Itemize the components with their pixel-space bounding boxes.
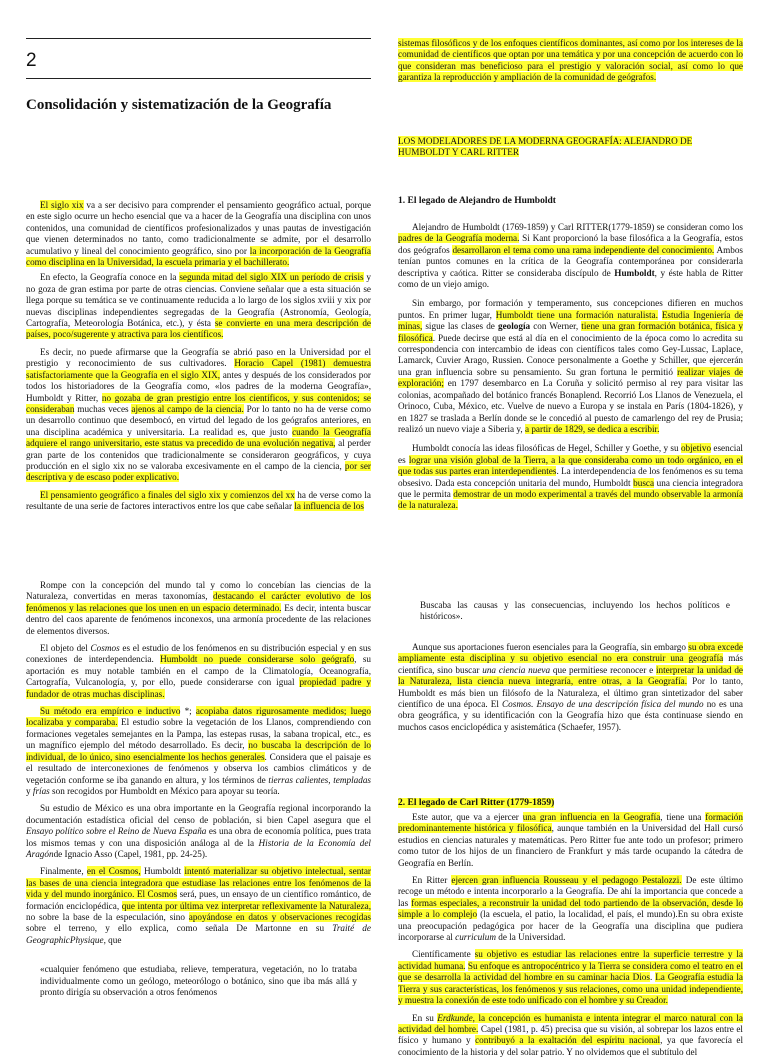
text: que permitiese reconocer e (550, 665, 656, 675)
text: es una obra de economía política, pues trata los mismos temas y con una disposición análoga al de la (26, 826, 371, 847)
subsection-title (398, 798, 554, 808)
paragraph (26, 706, 371, 797)
text: va a ser decisivo para comprender el pensamiento geográfico actual, porque en este siglo ocurre un hecho esencial que va a hacer de la Geografía una disciplina con unos contenidos, una comunidad de científicos profesionalizados y unas pautas de investigación que vienen determinados no tanto, como tradicionalmente se admite, por el desarrollo acumulativo y lineal del conocimiento geográfico, sino por (26, 200, 371, 256)
text: Si Kant proporcionó la base filosófica a la Geografía, estos dos geógrafos (398, 233, 743, 254)
text: Este autor, que va a ejercer (412, 812, 523, 822)
chapter-number-rule (26, 78, 371, 79)
highlight: La Geografía estudia la Tierra y sus características, los fenómenos y sus relaciones, como una unidad independiente, y muestra la conexión de este todo unificado con el hombre y su Creador. (398, 972, 743, 1005)
bold-text: Humboldt (614, 268, 654, 278)
text: sigue las clases de (422, 321, 498, 331)
text: Por lo tanto, Humboldt es más bien un filósofo de la Naturaleza, el último gran sintetizador del saber científico de una época. El (398, 676, 743, 709)
highlight: a partir de 1829, se dedica a escribir. (525, 424, 659, 434)
highlight: destacando el carácter evolutivo de los fenómenos y las relaciones que los unen en un espacio determinado. (26, 591, 371, 612)
text: Alejandro de Humboldt (1769-1859) y Carl RITTER(1779-1859) se consideran como los (412, 222, 743, 232)
text: antes y después de los considerados por todos los historiadores de la Geografía como, «los padres de la moderna Geografía», Humboldt y Ritter, (26, 370, 371, 403)
left-top-column (26, 200, 371, 513)
section-title (398, 136, 743, 159)
text: En su (412, 1013, 437, 1023)
paragraph (398, 949, 743, 1006)
highlight: demostrar de un modo experimental a través del mundo observable la armonía de la naturaleza. (398, 489, 743, 510)
highlight: Horacio Capel (1981) demuestra satisfactoriamente que la Geografía en el siglo XIX, (26, 358, 371, 379)
highlight: contribuyó a la exaltación del espíritu nacional (475, 1035, 660, 1045)
text: . Puede decirse que está al día en el conocimiento de la época como lo acredita su correspondencia con intercambio de ideas con científicos tales como Gey-Lussac, Laplace, Lamarck, Cuvier Arago, Russien. Conoce personalmente a Goethe y Schiller, que ejercerán una gran influencia sobre su pensamiento. Su gran fortuna le permitió (398, 333, 743, 377)
italic-text: Ensayo político sobre el Reino de Nueva España (26, 826, 206, 836)
text: no es una obra geográfica, y su identificación con la Geografía hizo que ésta continuase siendo en muchos casos enciclopédica y asistemática (Schaefer, 1957). (398, 699, 743, 732)
text: En Ritter (412, 875, 451, 885)
highlight: que intenta por última vez interpretar reflexivamente la Naturaleza, (122, 901, 371, 911)
chapter-number: 2 (26, 50, 37, 72)
text: Humboldt (141, 866, 185, 876)
paragraph (398, 222, 743, 290)
italic-text: Cosmos. Ensayo de una descripción física del mundo (502, 699, 704, 709)
highlight: El pensamiento geográfico a finales del siglo xix y comienzos del xx (40, 490, 295, 500)
paragraph (26, 580, 371, 637)
paragraph (26, 643, 371, 700)
right-ritter-column (398, 812, 743, 1058)
highlight: no buscaba la descripción de lo individual, de lo único, sino esencialmente los hechos generales (26, 740, 371, 761)
text: Buscaba las causas y las consecuencias, incluyendo los hechos políticos e históricos». (420, 600, 730, 621)
paragraph (26, 490, 371, 513)
text: , ya que favorecía el conocimiento de la historia y del solar patrio. Y no olvidemos que el subtítulo del (398, 1035, 743, 1056)
text: Es decir, no puede afirmarse que la Geografía se abrió paso en la Universidad por el prestigio y reconocimiento de sus cultivadores. (26, 347, 371, 368)
highlight: acopiaba datos rigurosamente medidos; luego localizaba y comparaba. (26, 706, 371, 727)
paragraph (398, 443, 743, 511)
highlight: por ser descriptiva y de escaso poder explicativo. (26, 461, 371, 482)
right-bottom-column (398, 642, 743, 733)
right-top-column (398, 38, 743, 84)
right-main-column (398, 222, 743, 512)
text: son recogidos por Humboldt en México para apoyar su teoría. (50, 786, 280, 796)
text: que (106, 935, 122, 945)
text: ha de verse como la resultante de una serie de factores interactivos entre los que cabe señalar (26, 490, 371, 511)
text: El estudio sobre la vegetación de los Llanos, comprendiendo con formaciones vegetales semejantes en la Pampa, las estepas rusas, la sabana tropical, etc., es un magnífico ejemplo del método desarrollado. Es decir, (26, 717, 371, 750)
highlight: ajenos al campo de la ciencia. (131, 404, 243, 414)
chapter-title: Consolidación y sistematización de la Geografía (26, 97, 331, 114)
italic-text: curriculum (455, 932, 496, 942)
right-quote (420, 600, 730, 623)
text: Aunque sus aportaciones fueron esenciales para la Geografía, sin embargo (412, 642, 688, 652)
highlight: Estudia Ingeniería de minas, (398, 310, 743, 331)
text: . La interdependencia de los fenómenos es su tema obsesivo. Dada esta concepción unitaria del mundo, Humboldt (398, 466, 743, 487)
text: sobre el terreno, y ello explica, como señala De Martonne en su (26, 923, 332, 933)
highlight: Humboldt tiene una formación naturalista. (496, 310, 658, 320)
paragraph (26, 200, 371, 268)
text: Por lo tanto no ha de verse como un desarrollo continuo que desembocó, en virtud del legado de los geógrafos anteriores, en una disciplina académica y universitaria. La realidad es, que justo (26, 404, 371, 437)
text: Rompe con la concepción del mundo tal y como lo concebían las ciencias de la Naturaleza, convertidas en meras taxonomías, (26, 580, 371, 601)
text: Sin embargo, por formación y temperamento, sus concepciones difieren en muchos puntos. En primer lugar, (398, 298, 743, 319)
highlight: su obra excede ampliamente esta disciplina y su objetivo esencial no era construir una geografía (398, 642, 743, 663)
highlight: tiene una gran formación botánica, física y filosófica (398, 321, 743, 342)
highlight: segunda mitad del siglo XIX un período de crisis (179, 272, 363, 282)
highlight: El siglo xix (40, 200, 84, 210)
highlight: realizar viajes de exploración; (398, 367, 743, 388)
paragraph (398, 812, 743, 869)
text: no sobre la base de la especulación, sino (26, 912, 189, 922)
left-bottom-column (26, 580, 371, 998)
block-quote (40, 964, 357, 998)
highlight: Su método era empírico e inductivo (40, 706, 180, 716)
highlight: Erdkunde, (437, 1013, 475, 1023)
paragraph (26, 347, 371, 484)
text: Es decir, intenta buscar dentro del caos aparente de fenómenos inconexos, una armonía procedente de las relaciones de elementos diversos. (26, 603, 371, 636)
highlight: cuando la Geografía adquiere el rango universitario, este status va precedido de una evolución negativa, (26, 427, 371, 448)
highlight: apoyándose en datos y observaciones recogidas (189, 912, 371, 922)
italic-text: una ciencia nueva (482, 665, 550, 675)
highlight: sistemas filosóficos y de los enfoques científicos dominantes, así como por los intereses de la comunidad de científicos que optan por una temática y por una concepción de acuerdo con lo que consideran mas beneficioso para el prestigio y valoración social, así como lo que garantiza la reproducción y ampliación de la comunidad de geógrafos. (398, 38, 743, 82)
paragraph (398, 875, 743, 943)
highlight: LOS MODELADORES DE LA MODERNA GEOGRAFÍA: ALEJANDRO DE HUMBOLDT Y CARL RITTER (398, 136, 692, 157)
text: Científicamente (412, 949, 475, 959)
highlight: formas especiales, a reconstruir la unidad del todo partiendo de la observación, desde lo simple a lo complejo (398, 898, 743, 919)
highlight: padres de la Geografía moderna. (398, 233, 519, 243)
text: y no goza de gran estima por parte de otras ciencias. Conviene señalar que a esta situación se llega porque su temática se ve continuamente reducida a lo largo de los siglos xviii y xix por nuevas disciplinas independientes segregadas de la Geografía (Astronomía, Geología, Cartografía, Meteorología Botánica, etc.), y ésta (26, 272, 371, 328)
text: , tiene una (660, 812, 705, 822)
text: , aunque también en la Universidad del Hall cursó estudios en ciencias naturales y matemáticas. Pero Ritter fue ante todo un profesor; primero como tutor de los hijos de un financiero de Frankfurt y más tarde ocupando la cátedra de Geografía en Berlín. (398, 823, 743, 867)
highlight: objetivo (681, 443, 711, 453)
highlight: propiedad padre y fundador de otras muchas disciplinas. (26, 677, 371, 698)
text: , su aportación es muy notable también en el campo de la Climatología, Oceanografía, Cartografía, Vulcanología, y, por ello, puede considerarse con igual (26, 654, 371, 687)
paragraph (26, 866, 371, 946)
text: El objeto del (40, 643, 91, 653)
top-rule-left (26, 38, 371, 39)
text: Finalmente, (40, 866, 87, 876)
text: de Ignacio Asso (Capel, 1981, pp. 24-25). (54, 849, 208, 859)
italic-text: Traité de GeographicPhysique, (26, 923, 371, 944)
block-quote (420, 600, 730, 623)
highlight: Humboldt no puede considerarse solo geógrafo (160, 654, 354, 664)
text: es el estudio de los fenómenos en su distribución especial y en sus conexiones de interdependencia. (26, 643, 371, 664)
text: Ambos tenían puntos comunes en la crítica de la Geografía contemporánea por considerarla descriptiva y caótica. Ritter se consideraba discípulo de (398, 245, 743, 278)
text: con Werner, (530, 321, 581, 331)
text: Humboldt conocía las ideas filosóficas de Hegel, Schiller y Goethe, y su (412, 443, 681, 453)
highlight: su objetivo es estudiar las relaciones entre la superficie terrestre y la actividad humana. (398, 949, 743, 970)
text: . (650, 972, 655, 982)
highlight: una gran influencia en la Geografía (523, 812, 661, 822)
subsection-title: 1. El legado de Alejandro de Humboldt (398, 196, 556, 206)
text: De este último recoge un método e intenta incorporarlo a la Geografía. De ahí la importancia que concede a las (398, 875, 743, 908)
highlight: intentó materializar su objetivo intelectual, sentar las bases de una ciencia integradora que estudiase las relaciones entre los fenómenos de la vida y del mundo inorgánico. El Cosmos (26, 866, 371, 899)
paragraph (26, 272, 371, 340)
highlight: no gozaba de gran prestigio entre los científicos, y sus contenidos; se consideraban (26, 393, 371, 414)
italic-text: frías (33, 786, 50, 796)
highlight: la concepción es humanista e intenta integrar el marco natural con la actividad del hombre. (398, 1013, 743, 1034)
text: . Considera que el paisaje es el resultado de interconexiones de fenómenos y observa los cambios climáticos y de vegetación conforme se iba ganando en altura, y los términos de (26, 752, 371, 785)
text: una ciencia integradora que le permita (398, 478, 743, 499)
text: será, pues, un ensayo de un científico romántico, de formación enciclopédica, (26, 889, 371, 910)
text: , y éste habla de Ritter como de un viejo amigo. (398, 268, 743, 289)
bold-text: geología (498, 321, 530, 331)
text: Capel (1981, p. 45) precisa que su visión, al sobrepar los lazos entre el físico y humano y (398, 1024, 743, 1045)
highlight: ejercen gran influencia Rousseau y el pedagogo Pestalozzi. (451, 875, 681, 885)
highlight: 2. El legado de Carl Ritter (1779-1859) (398, 798, 554, 808)
text: (la escuela, el patio, la localidad, el país, el mundo).En su obra existe una preocupación pedagógica por hacer de la Geografía una disciplina que pudiera incorporarse al (398, 909, 743, 942)
text: muchas veces (74, 404, 131, 414)
highlight: interpretar la unidad de la Naturaleza, lista ciencia nueva integraría, entre otras, a la Geografía. (398, 665, 743, 686)
paragraph (398, 642, 743, 733)
highlight: la influencia de los (294, 501, 364, 511)
highlight: desarrollaron el tema como una rama independiente del conocimiento. (452, 245, 714, 255)
paragraph (398, 38, 743, 84)
text: Su estudio de México es una obra importante en la Geografía regional incorporando la documentación estadística oficial del censo de población, si bien Capel asegura que el (26, 803, 371, 824)
paragraph (26, 803, 371, 860)
highlight: en el Cosmos, (87, 866, 141, 876)
paragraph (398, 298, 743, 435)
paragraph (398, 1013, 743, 1058)
italic-text: tierras calientes, templadas (268, 775, 371, 785)
text: de la Universidad. (496, 932, 565, 942)
highlight: lograr una visión global de la Tierra, a la que consideraba como un todo orgánico, en el que todas sus partes eran interdependientes (398, 455, 743, 476)
text: al perder gran parte de los contenidos que tradicionalmente se consideraron geográficos, y cuya producción en el siglo xix no se valoraba excesivamente en el campo de la ciencia, (26, 438, 371, 471)
text: esencial es (398, 443, 743, 464)
highlight: la incorporación de la Geografía como disciplina en la Universidad, la escuela primaria y el bachillerato. (26, 246, 371, 267)
highlight: formación predominantemente histórica y filosófica (398, 812, 743, 833)
text: más científica, sino buscar (398, 653, 743, 674)
text: y (26, 786, 33, 796)
highlight: Su enfoque es antropocéntrico y la Tierra se considera como el teatro en el que se desarrolla la actividad del hombre en su caminar hacia Dios (398, 961, 743, 982)
italic-text: Historia de la Economía del Aragón (26, 838, 371, 859)
italic-text: Cosmos (91, 643, 120, 653)
highlight: se convierte en una mera descripción de países, poco/sugerente y atractiva para los científicos. (26, 318, 371, 339)
text: *; (180, 706, 195, 716)
text: «cualquier fenómeno que estudiaba, relieve, temperatura, vegetación, no lo trataba individualmente como un geólogo, meteorólogo o botánico, sino que iba más allá y pronto dirigía su observación a otros fenómenos (40, 964, 357, 997)
highlight: busca (633, 478, 654, 488)
text: en 1797 desembarco en La Coruña y solicitó permiso al rey para visitar las colonias, acompañado del botánico francés Bonaplend. Recorrió Los Llanos de Venezuela, el Orinoco, Cuba, México, etc. Vuelve de nuevo a Europa y se instala en París (1804-1826), y en 1827 se traslada a Berlín donde se le concedió al puesto de camarlengo del rey de Prusia; realizó un nuevo viaje a Siberia y, (398, 378, 743, 434)
text: En efecto, la Geografía conoce en la (40, 272, 179, 282)
